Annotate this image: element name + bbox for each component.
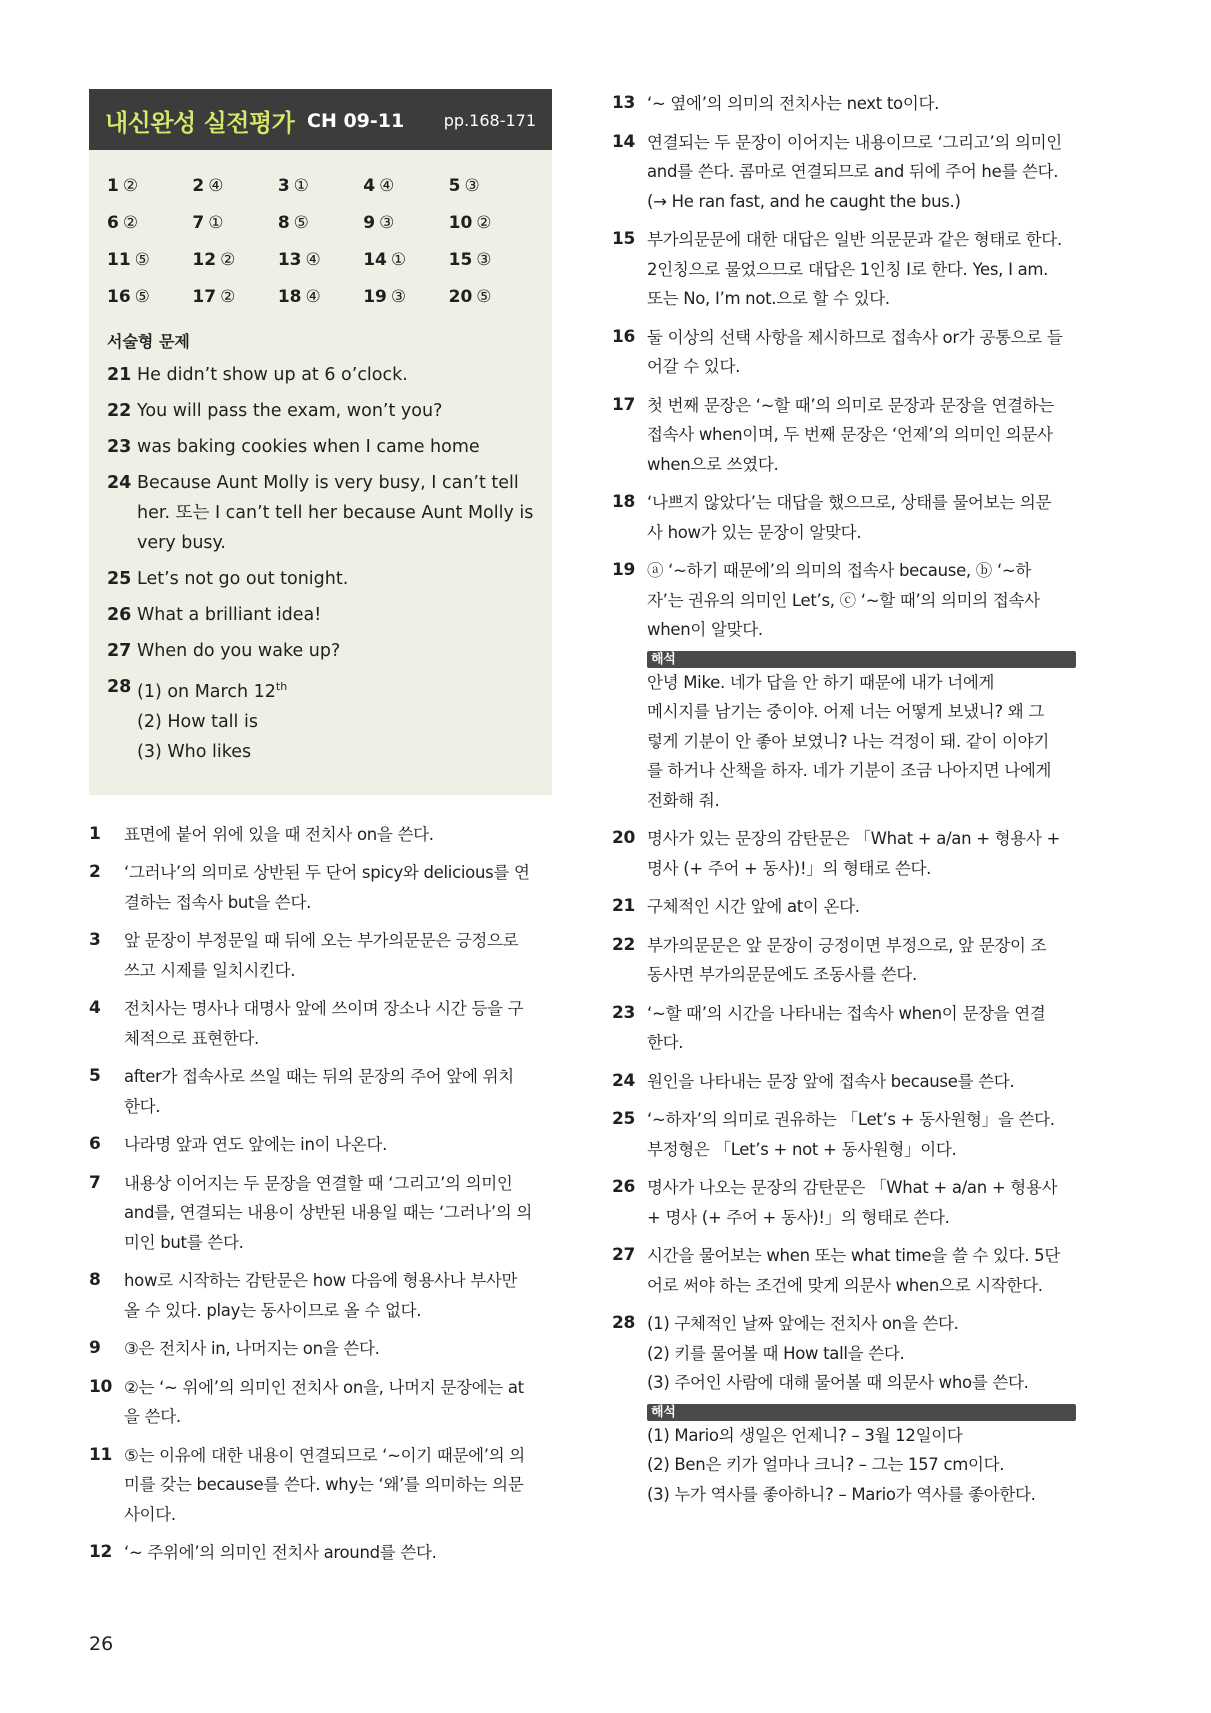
answer-line: Because Aunt Molly is very busy, I can’t tell bbox=[137, 473, 519, 493]
question-number: 9 bbox=[89, 1338, 101, 1359]
explanation-item bbox=[612, 1067, 1082, 1097]
explanation-line: 명사가 있는 문장의 감탄문은 「What + a/an + 형용사 + bbox=[647, 829, 1061, 848]
question-number: 23 bbox=[107, 437, 132, 457]
question-number: 28 bbox=[107, 677, 132, 697]
right-column bbox=[612, 89, 1082, 1518]
explanation-item bbox=[612, 89, 1082, 119]
answer-choice: ① bbox=[390, 249, 407, 270]
answer-text-part: (1) on March 12 bbox=[137, 681, 276, 702]
explanation-line: and를, 연결되는 내용이 상반된 내용일 때는 ‘그러나’의 의 bbox=[124, 1203, 533, 1223]
explanation-text bbox=[647, 931, 1082, 990]
explanation-item bbox=[612, 225, 1082, 314]
explanation-line: 시간을 물어보는 when 또는 what time을 쓸 수 있다. 5단 bbox=[647, 1246, 1061, 1265]
question-number: 15 bbox=[448, 249, 473, 270]
question-number: 5 bbox=[89, 1066, 101, 1087]
question-number: 7 bbox=[192, 212, 205, 233]
translation-line bbox=[647, 1404, 1082, 1451]
answer-choice: ④ bbox=[208, 175, 224, 196]
explanation-line: 접속사 when이며, 두 번째 문장은 ‘언제’의 의미인 의문사 bbox=[647, 425, 1053, 444]
answer-choice: ④ bbox=[379, 175, 395, 196]
answer-item bbox=[278, 287, 363, 307]
explanation-line: when이 알맞다. bbox=[647, 620, 763, 639]
explanation-text bbox=[124, 858, 552, 917]
answer-choice: ② bbox=[476, 212, 492, 233]
explanation-item bbox=[612, 1241, 1082, 1300]
answer-line: Let’s not go out tonight. bbox=[137, 569, 349, 589]
answer-choice: ③ bbox=[464, 175, 480, 196]
translation-line: 를 하거나 산책을 하자. 네가 기분이 조금 나아지면 나에게 bbox=[647, 761, 1052, 780]
question-number: 15 bbox=[612, 229, 636, 249]
explanation-line: 한다. bbox=[124, 1096, 161, 1116]
answer-choice: ② bbox=[220, 249, 236, 270]
question-number: 7 bbox=[89, 1172, 101, 1193]
explanation-line: 부가의문문은 앞 문장이 긍정이면 부정으로, 앞 문장이 조 bbox=[647, 935, 1047, 955]
answer-item bbox=[449, 176, 534, 196]
question-number: 25 bbox=[612, 1109, 636, 1129]
page-range: pp.168-171 bbox=[443, 111, 536, 130]
explanation-text bbox=[647, 488, 1082, 547]
explanation-line: ‘~할 때’의 시간을 나타내는 접속사 when이 문장을 연결 bbox=[647, 1003, 1046, 1023]
explanation-line: 첫 번째 문장은 ‘~할 때’의 의미로 문장과 문장을 연결하는 bbox=[647, 395, 1055, 415]
explanation-line: 결하는 접속사 but을 쓴다. bbox=[124, 892, 312, 912]
explanation-line: 사 how가 있는 문장이 알맞다. bbox=[647, 522, 862, 542]
explanation-line: (1) 구체적인 날짜 앞에는 전치사 on을 쓴다. bbox=[647, 1314, 959, 1333]
answer-item bbox=[449, 287, 534, 307]
explanation-line: when으로 쓰였다. bbox=[647, 454, 779, 474]
question-number: 18 bbox=[277, 286, 302, 307]
question-number: 6 bbox=[107, 212, 119, 233]
explanation-line: 부정형은 「Let’s + not + 동사원형」이다. bbox=[647, 1139, 957, 1159]
question-number: 4 bbox=[89, 998, 101, 1019]
translation-line: 메시지를 남기는 중이야. 어제 너는 어떻게 보냈니? 왜 그 bbox=[647, 702, 1045, 721]
explanation-line: 연결되는 두 문장이 이어지는 내용이므로 ‘그리고’의 의미인 bbox=[647, 132, 1062, 152]
ordinal-suffix: th bbox=[275, 680, 288, 693]
question-number: 18 bbox=[612, 492, 636, 512]
explanation-line: 어로 써야 하는 조건에 맞게 의문사 when으로 시작한다. bbox=[647, 1275, 1043, 1295]
question-number: 17 bbox=[192, 286, 217, 307]
answer-choice: ⑤ bbox=[293, 212, 309, 233]
explanation-line: and를 쓴다. 콤마로 연결되므로 and 뒤에 주어 he를 쓴다. bbox=[647, 162, 1059, 181]
question-number: 20 bbox=[448, 286, 473, 307]
answer-choice: ③ bbox=[476, 249, 492, 270]
explanation-text bbox=[647, 1309, 1082, 1509]
answer-text bbox=[137, 636, 340, 666]
explanation-line: 쓰고 시제를 일치시킨다. bbox=[124, 960, 296, 980]
page-number: 26 bbox=[89, 1633, 114, 1655]
answer-key-header bbox=[89, 89, 552, 150]
question-number: 25 bbox=[107, 569, 132, 589]
explanation-item bbox=[89, 1538, 552, 1568]
question-number: 17 bbox=[612, 394, 636, 415]
explanation-text bbox=[647, 89, 1082, 119]
explanation-text bbox=[124, 1169, 552, 1258]
subjective-list bbox=[107, 360, 534, 767]
answer-item bbox=[363, 176, 448, 196]
question-number: 21 bbox=[107, 365, 132, 385]
explanation-item bbox=[89, 820, 552, 850]
explanation-line: 둘 이상의 선택 사항을 제시하므로 접속사 or가 공통으로 들 bbox=[647, 327, 1063, 347]
question-number: 13 bbox=[612, 93, 636, 113]
answer-text bbox=[137, 564, 348, 594]
answer-text bbox=[137, 360, 408, 390]
translation-line bbox=[647, 651, 1082, 698]
explanation-text bbox=[124, 994, 552, 1053]
explanation-text bbox=[647, 1105, 1082, 1164]
explanation-text bbox=[647, 128, 1082, 217]
subjective-title: 서술형 문제 bbox=[107, 332, 190, 351]
explanation-item bbox=[612, 999, 1082, 1058]
explanation-text bbox=[647, 999, 1082, 1058]
answer-item bbox=[107, 213, 192, 233]
explanation-text bbox=[647, 1067, 1082, 1097]
explanation-line: 표면에 붙어 위에 있을 때 전치사 on을 쓴다. bbox=[124, 824, 434, 844]
explanation-line: 앞 문장이 부정문일 때 뒤에 오는 부가의문문은 긍정으로 bbox=[124, 931, 519, 951]
answer-row bbox=[107, 167, 534, 204]
explanation-text bbox=[647, 556, 1082, 815]
subjective-answer bbox=[107, 468, 534, 558]
answer-row bbox=[107, 278, 534, 315]
answer-line: (2) How tall is bbox=[137, 711, 258, 732]
answer-row bbox=[107, 204, 534, 241]
answer-item bbox=[449, 213, 534, 233]
answer-choice: ① bbox=[293, 175, 309, 196]
answer-line: What a brilliant idea! bbox=[137, 605, 322, 625]
answer-choice: ② bbox=[122, 212, 139, 233]
explanation-item bbox=[89, 858, 552, 917]
answer-item bbox=[363, 213, 448, 233]
translation-badge: 해석 bbox=[647, 1404, 1076, 1421]
answer-item bbox=[278, 176, 363, 196]
question-number: 26 bbox=[612, 1177, 636, 1197]
answer-item bbox=[278, 250, 363, 270]
question-number: 2 bbox=[192, 175, 205, 196]
explanation-item bbox=[612, 1309, 1082, 1509]
answer-key-title: 내신완성 실전평가 bbox=[105, 109, 295, 137]
explanation-line: 나라명 앞과 연도 앞에는 in이 나온다. bbox=[124, 1135, 388, 1155]
explanation-item bbox=[89, 1334, 552, 1364]
answer-choice: ⑤ bbox=[134, 286, 150, 307]
subjective-answer bbox=[107, 360, 534, 390]
explanation-text bbox=[647, 323, 1082, 382]
explanation-item bbox=[89, 1373, 552, 1432]
explanation-line: 내용상 이어지는 두 문장을 연결할 때 ‘그리고’의 의미인 bbox=[124, 1173, 513, 1193]
answer-line: He didn’t show up at 6 o’clock. bbox=[137, 365, 408, 385]
answer-key-box bbox=[89, 89, 552, 795]
subjective-answer bbox=[107, 396, 534, 426]
question-number: 8 bbox=[89, 1270, 101, 1291]
explanation-item bbox=[612, 391, 1082, 480]
explanation-text bbox=[124, 1334, 552, 1364]
explanation-line: (→ He ran fast, and he caught the bus.) bbox=[647, 191, 961, 211]
explanation-item bbox=[612, 323, 1082, 382]
answer-choice: ③ bbox=[379, 212, 395, 233]
answer-line: was baking cookies when I came home bbox=[137, 437, 480, 457]
question-number: 24 bbox=[107, 473, 132, 493]
explanation-text bbox=[124, 820, 552, 850]
answer-line: (3) Who likes bbox=[137, 741, 252, 762]
left-explanation-list bbox=[89, 820, 552, 1568]
explanation-line: 미를 갖는 because를 쓴다. why는 ‘왜’를 의미하는 의문 bbox=[124, 1475, 524, 1495]
answer-item bbox=[107, 176, 192, 196]
question-number: 27 bbox=[107, 641, 132, 661]
answer-item bbox=[192, 213, 277, 233]
explanation-line: 구체적인 시간 앞에 at이 온다. bbox=[647, 897, 860, 916]
explanation-text bbox=[124, 1373, 552, 1432]
translation-badge: 해석 bbox=[647, 651, 1076, 668]
translation-text: 안녕 Mike. 네가 답을 안 하기 때문에 내가 너에게 bbox=[647, 672, 995, 692]
explanation-text bbox=[647, 824, 1082, 883]
explanation-text bbox=[647, 391, 1082, 480]
answer-choice: ⑤ bbox=[134, 249, 150, 270]
answer-item bbox=[107, 250, 192, 270]
explanation-item bbox=[89, 1266, 552, 1325]
explanation-line: 올 수 있다. play는 동사이므로 올 수 없다. bbox=[124, 1300, 422, 1320]
answer-line: You will pass the exam, won’t you? bbox=[137, 401, 443, 421]
explanation-text bbox=[124, 1441, 552, 1530]
explanation-line: 2인칭으로 물었으므로 대답은 1인칭 I로 한다. Yes, I am. bbox=[647, 259, 1049, 279]
left-column bbox=[89, 89, 552, 1577]
answer-line: very busy. bbox=[137, 533, 226, 553]
explanation-text bbox=[647, 1241, 1082, 1300]
explanation-line: how로 시작하는 감탄문은 how 다음에 형용사나 부사만 bbox=[124, 1271, 518, 1291]
explanation-text bbox=[124, 1062, 552, 1121]
subjective-answer bbox=[107, 672, 534, 767]
explanation-line: ⑤는 이유에 대한 내용이 연결되므로 ‘~이기 때문에’의 의 bbox=[124, 1445, 525, 1465]
explanation-item bbox=[612, 128, 1082, 217]
question-number: 11 bbox=[89, 1444, 113, 1465]
question-number: 8 bbox=[277, 212, 290, 233]
question-number: 16 bbox=[107, 286, 131, 307]
answer-line-with-superscript bbox=[137, 672, 287, 707]
answer-text bbox=[137, 600, 321, 630]
question-number: 11 bbox=[107, 249, 131, 270]
question-number: 1 bbox=[107, 175, 119, 196]
question-number: 20 bbox=[612, 828, 636, 848]
explanation-text bbox=[647, 1173, 1082, 1232]
question-number: 21 bbox=[612, 896, 636, 916]
explanation-item bbox=[89, 1441, 552, 1530]
explanation-text bbox=[124, 1130, 552, 1160]
explanation-line: 명사 (+ 주어 + 동사)!」의 형태로 쓴다. bbox=[647, 858, 932, 878]
answer-choice: ② bbox=[122, 175, 139, 196]
right-explanation-list bbox=[612, 89, 1082, 1509]
explanation-item bbox=[612, 892, 1082, 922]
explanation-line: 또는 No, I’m not.으로 할 수 있다. bbox=[647, 289, 890, 308]
explanation-line: ②는 ‘~ 위에’의 의미인 전치사 on을, 나머지 문장에는 at bbox=[124, 1377, 524, 1397]
answer-text bbox=[137, 468, 533, 558]
question-number: 14 bbox=[363, 249, 387, 270]
explanation-item bbox=[89, 994, 552, 1053]
answer-choice: ② bbox=[220, 286, 236, 307]
explanation-item bbox=[612, 1105, 1082, 1164]
question-number: 4 bbox=[363, 175, 376, 196]
explanation-line: ③은 전치사 in, 나머지는 on을 쓴다. bbox=[124, 1339, 380, 1359]
answer-text bbox=[137, 672, 287, 767]
question-number: 12 bbox=[89, 1542, 113, 1563]
answer-item bbox=[107, 287, 192, 307]
explanation-line: 원인을 나타내는 문장 앞에 접속사 because를 쓴다. bbox=[647, 1071, 1015, 1091]
explanation-item bbox=[612, 556, 1082, 815]
translation-line: 렇게 기분이 안 좋아 보였니? 나는 걱정이 돼. 같이 이야기 bbox=[647, 731, 1049, 751]
explanation-line: 한다. bbox=[647, 1033, 684, 1052]
question-number: 3 bbox=[277, 175, 290, 196]
explanation-line: ⓐ ‘~하기 때문에’의 의미의 접속사 because, ⓑ ‘~하 bbox=[647, 561, 1032, 580]
explanation-text bbox=[647, 225, 1082, 314]
question-number: 5 bbox=[448, 175, 461, 196]
explanation-text bbox=[124, 1266, 552, 1325]
answer-choice: ③ bbox=[390, 286, 407, 307]
question-number: 10 bbox=[89, 1376, 113, 1397]
subjective-answer bbox=[107, 636, 534, 666]
explanation-line: (2) 키를 물어볼 때 How tall을 쓴다. bbox=[647, 1343, 905, 1363]
subjective-answer bbox=[107, 600, 534, 630]
explanation-text bbox=[647, 892, 1082, 922]
subjective-answer bbox=[107, 564, 534, 594]
explanation-line: (3) 주어인 사람에 대해 물어볼 때 의문사 who를 쓴다. bbox=[647, 1373, 1029, 1392]
explanation-line: 부가의문문에 대한 대답은 일반 의문문과 같은 형태로 한다. bbox=[647, 230, 1062, 249]
translation-line: (3) 누가 역사를 좋아하니? – Mario가 역사를 좋아한다. bbox=[647, 1484, 1036, 1504]
question-number: 10 bbox=[448, 212, 473, 233]
answer-item bbox=[449, 250, 534, 270]
explanation-line: 동사면 부가의문문에도 조동사를 쓴다. bbox=[647, 965, 918, 984]
answer-item bbox=[192, 287, 277, 307]
question-number: 14 bbox=[612, 131, 636, 152]
subjective-answer bbox=[107, 432, 534, 462]
explanation-line: 을 쓴다. bbox=[124, 1407, 181, 1427]
answer-choice: ④ bbox=[305, 249, 321, 270]
subjective-section bbox=[89, 319, 552, 795]
explanation-item bbox=[612, 931, 1082, 990]
question-number: 19 bbox=[612, 560, 636, 580]
explanation-item bbox=[89, 926, 552, 985]
answer-row bbox=[107, 241, 534, 278]
question-number: 26 bbox=[107, 605, 132, 625]
question-number: 16 bbox=[612, 326, 636, 347]
answer-item bbox=[278, 213, 363, 233]
answer-text bbox=[137, 432, 480, 462]
translation-line: 전화해 줘. bbox=[647, 790, 720, 810]
answer-item bbox=[363, 250, 448, 270]
explanation-line: 자’는 권유의 의미인 Let’s, ⓒ ‘~할 때’의 의미의 접속사 bbox=[647, 590, 1040, 610]
explanation-line: after가 접속사로 쓰일 때는 뒤의 문장의 주어 앞에 위치 bbox=[124, 1067, 514, 1087]
chapter-label: CH 09-11 bbox=[307, 110, 405, 132]
explanation-item bbox=[89, 1130, 552, 1160]
explanation-line: ‘~하자’의 의미로 권유하는 「Let’s + 동사원형」을 쓴다. bbox=[647, 1110, 1055, 1129]
question-number: 23 bbox=[612, 1002, 636, 1023]
question-number: 12 bbox=[192, 249, 217, 270]
explanation-line: 미인 but를 쓴다. bbox=[124, 1232, 244, 1252]
answer-choice: ④ bbox=[305, 286, 321, 307]
answer-choice: ① bbox=[208, 212, 224, 233]
question-number: 27 bbox=[612, 1245, 636, 1265]
answer-item bbox=[192, 250, 277, 270]
explanation-line: ‘그러나’의 의미로 상반된 두 단어 spicy와 delicious를 연 bbox=[124, 863, 530, 883]
explanation-line: 사이다. bbox=[124, 1504, 176, 1524]
question-number: 24 bbox=[612, 1070, 636, 1091]
question-number: 6 bbox=[89, 1134, 101, 1155]
explanation-line: 체적으로 표현한다. bbox=[124, 1028, 260, 1048]
question-number: 22 bbox=[612, 934, 636, 955]
answer-item bbox=[192, 176, 277, 196]
question-number: 19 bbox=[363, 286, 387, 307]
answer-grid bbox=[89, 150, 552, 319]
explanation-item bbox=[89, 1062, 552, 1121]
explanation-text bbox=[124, 926, 552, 985]
answer-text bbox=[137, 396, 442, 426]
answer-line: her. 또는 I can’t tell her because Aunt Molly is bbox=[137, 503, 534, 523]
explanation-line: 어갈 수 있다. bbox=[647, 357, 741, 376]
translation-text: (1) Mario의 생일은 언제니? – 3월 12일이다 bbox=[647, 1425, 963, 1445]
explanation-line: ‘~ 옆에’의 의미의 전치사는 next to이다. bbox=[647, 94, 940, 113]
explanation-line: 명사가 나오는 문장의 감탄문은 「What + a/an + 형용사 bbox=[647, 1178, 1058, 1197]
question-number: 28 bbox=[612, 1313, 636, 1333]
explanation-line: + 명사 (+ 주어 + 동사)!」의 형태로 쓴다. bbox=[647, 1207, 950, 1227]
question-number: 1 bbox=[89, 823, 101, 844]
translation-line: (2) Ben은 키가 얼마나 크니? – 그는 157 cm이다. bbox=[647, 1455, 1005, 1474]
explanation-item bbox=[89, 1169, 552, 1258]
explanation-item bbox=[612, 488, 1082, 547]
explanation-line: ‘나쁘지 않았다’는 대답을 했으므로, 상태를 물어보는 의문 bbox=[647, 493, 1052, 512]
explanation-line: ‘~ 주위에’의 의미인 전치사 around를 쓴다. bbox=[124, 1543, 437, 1563]
answer-item bbox=[363, 287, 448, 307]
answer-choice: ⑤ bbox=[476, 286, 492, 307]
answer-line: When do you wake up? bbox=[137, 641, 341, 661]
question-number: 9 bbox=[363, 212, 376, 233]
question-number: 2 bbox=[89, 862, 101, 883]
explanation-text bbox=[124, 1538, 552, 1568]
question-number: 3 bbox=[89, 930, 101, 951]
explanation-item bbox=[612, 1173, 1082, 1232]
explanation-line: 전치사는 명사나 대명사 앞에 쓰이며 장소나 시간 등을 구 bbox=[124, 999, 524, 1019]
question-number: 13 bbox=[277, 249, 302, 270]
explanation-item bbox=[612, 824, 1082, 883]
question-number: 22 bbox=[107, 401, 132, 421]
